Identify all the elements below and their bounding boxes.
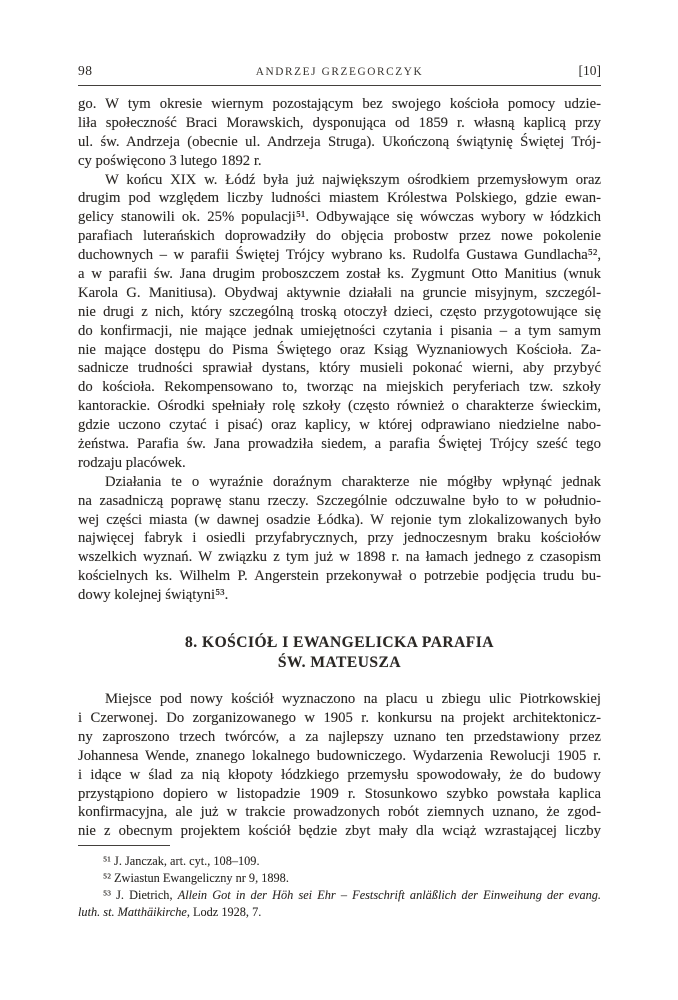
text-line: Działania te o wyraźnie doraźnym charakterze nie mógłby wpłynąć jednak: [105, 473, 601, 490]
text-line: i idące w ślad za nią kłopoty łódzkiego przemysłu spowodowały, że do budowy: [78, 766, 601, 783]
footnote-line: [78, 904, 601, 921]
footnote-line: [78, 853, 601, 870]
footnote-line: [78, 887, 601, 904]
text-line: ny zaproszono trzech twórców, a za najlepszy uznano ten przedstawiony przez: [78, 728, 601, 745]
footnote-list: [78, 853, 601, 921]
text-line: dowy kolejnej świątyni⁵³.: [78, 587, 229, 604]
text-line: i Czerwonej. Do zorganizowanego w 1905 r. konkursu na projekt architektonicz-: [78, 709, 601, 726]
footnote-line: [78, 870, 601, 887]
text-line: W końcu XIX w. Łódź była już największym ośrodkiem przemysłowym oraz: [105, 171, 601, 188]
text-line: Karola G. Manitiusa). Obydwaj aktywnie działali na gruncie misyjnym, szczegól-: [78, 284, 601, 301]
text-line: rodzaju placówek.: [78, 454, 186, 471]
page-content: [78, 63, 601, 921]
text-line: ul. św. Andrzeja (obecnie ul. Andrzeja Struga). Ukończoną świątynię Świętej Trój-: [78, 133, 601, 150]
text-line: do kościoła. Rekompensowano to, tworząc na miejskich peryferiach tzw. szkoły: [78, 379, 601, 396]
text-line: wej części miasta (w dawnej osadzie Łódka). W rejonie tym zlokalizowanych było: [78, 511, 601, 528]
paragraph: [78, 690, 601, 841]
footnote-text: ⁵¹ J. Janczak, art. cyt., 108–109.: [103, 854, 260, 869]
text-line: drugim pod względem liczby ludności miastem Królestwa Polskiego, gdzie ewan-: [78, 190, 601, 207]
section-heading: [78, 633, 601, 673]
page-header: [78, 63, 601, 86]
paragraph: [78, 171, 601, 473]
bracket-column-number: [10]: [578, 63, 601, 78]
text-line: konfirmacyjna, ale już w trakcie prowadzonych robót ziemnych uznano, że zgod-: [78, 804, 601, 821]
section-heading-line: ŚW. MATEUSZA: [277, 654, 402, 672]
text-line: nie z obecnym projektem kościół będzie zbyt mały dla wciąż wzrastającej liczby: [78, 823, 601, 840]
text-line: go. W tym okresie wiernym pozostającym bez swojego kościoła pomocy udzie-: [78, 96, 601, 112]
section-heading-line: 8. KOŚCIÓŁ I EWANGELICKA PARAFIA: [185, 634, 494, 652]
text-line: wszelkich wyznań. W związku z tym już w 1898 r. na łamach jednego z czasopism: [78, 549, 601, 566]
text-line: najwięcej fabryk i osiedli przyfabrycznych, przy jednoczesnym braku kościołów: [78, 530, 601, 547]
footnote-separator-rule: [78, 845, 170, 846]
text-line: na zasadniczą poprawę stanu rzeczy. Szczególnie odczuwalne było to w południo-: [78, 492, 601, 509]
text-line: duchownych – w parafii Świętej Trójcy wybrano ks. Rudolfa Gustawa Gundlacha⁵²,: [78, 247, 601, 264]
text-line: kantorackie. Ośrodki spełniały rolę szkoły (często również o charakterze świeckim,: [78, 398, 601, 415]
text-line: liła społeczność Braci Morawskich, dysponująca od 1859 r. własną kaplicą przy: [78, 114, 601, 131]
text-line: nie drugi z nich, który szczególną troską otoczył dzieci, często przygotowujące się: [78, 303, 601, 320]
page-number: 98: [78, 63, 93, 78]
footnote-text: ⁵² Zwiastun Ewangeliczny nr 9, 1898.: [103, 871, 289, 886]
text-line: gdzie uczono czytać i pisać) oraz kaplicy, w której odprawiano niedzielne nabo-: [78, 417, 601, 434]
running-header-title: ANDRZEJ GRZEGORCZYK: [255, 66, 424, 78]
text-line: nie mające dostępu do Pisma Świętego oraz Ksiąg Wyznaniowych Kościoła. Za-: [78, 341, 601, 358]
text-line: a w parafii św. Jana drugim proboszczem został ks. Zygmunt Otto Manitius (wnuk: [78, 266, 601, 283]
footnotes: [78, 845, 601, 921]
text-line: Johannesa Wende, znanego lokalnego budowniczego. Wydarzenia Rewolucji 1905 r.: [78, 747, 601, 764]
text-line: kościelnych ks. Wilhelm P. Angerstein przekonywał o potrzebie podjęcia trudu bu-: [78, 568, 601, 585]
text-line: gelicy stanowili ok. 25% populacji⁵¹. Odbywające się wówczas wybory w łódzkich: [78, 209, 601, 226]
footnote-title-italic: Allein Got in der Höh sei Ehr – Festschrift anläßlich der Einweihung der evang.: [177, 888, 601, 903]
text-line: parafiach luterańskich doprowadziły do objęcia probostw przez nowe pokolenie: [78, 228, 601, 245]
text-line: do konfirmacji, nie mające jednak umiejętności czytania i pisania – a tym samym: [78, 322, 601, 339]
body-text: [78, 95, 601, 841]
text-line: Miejsce pod nowy kościół wyznaczono na placu u zbiegu ulic Piotrkowskiej: [105, 691, 601, 708]
footnote-text: ⁵³ J. Dietrich,: [103, 888, 178, 903]
footnote-title-italic: luth. st. Matthäikirche: [78, 905, 187, 920]
text-line: żeństwa. Parafia św. Jana prowadziła siedem, a parafia Świętej Trójcy sześć tego: [78, 436, 601, 453]
text-line: sadnicze trudności sprawiał dystans, który musieli pokonać wierni, aby przybyć: [78, 360, 601, 377]
text-line: cy poświęcono 3 lutego 1892 r.: [78, 152, 262, 169]
footnote-text: , Lodz 1928, 7.: [186, 905, 262, 920]
paragraph: [78, 473, 601, 605]
text-line: przystąpiono dopiero w listopadzie 1909 r. Stosunkowo szybko powstała kaplica: [78, 785, 601, 802]
paragraph: [78, 95, 601, 171]
